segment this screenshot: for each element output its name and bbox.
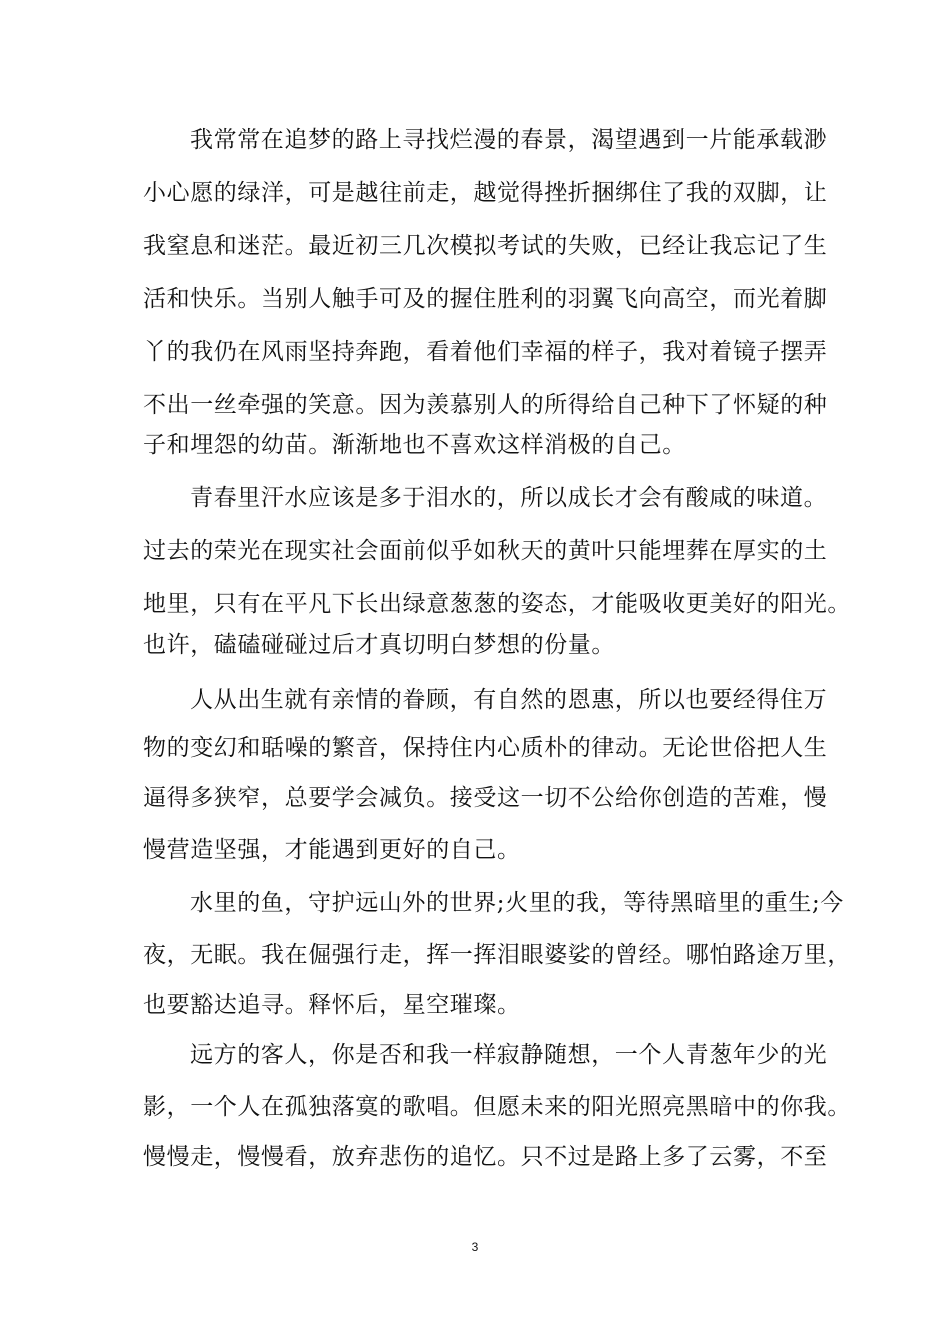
text-line: 过去的荣光在现实社会面前似乎如秋天的黄叶只能埋葬在厚实的土	[143, 538, 828, 564]
text-line: 物的变幻和聒噪的繁音，保持住内心质朴的律动。无论世俗把人生	[143, 735, 828, 761]
text-line: 慢营造坚强，才能遇到更好的自己。	[143, 837, 521, 863]
text-line: 也许，磕磕碰碰过后才真切明白梦想的份量。	[143, 632, 615, 658]
text-line: 影，一个人在孤独落寞的歌唱。但愿未来的阳光照亮黑暗中的你我。	[143, 1094, 851, 1120]
text-line: 远方的客人，你是否和我一样寂静随想，一个人青葱年少的光	[190, 1042, 828, 1068]
text-line: 慢慢走，慢慢看，放弃悲伤的追忆。只不过是路上多了云雾，不至	[143, 1144, 828, 1170]
text-line: 丫的我仍在风雨坚持奔跑，看着他们幸福的样子，我对着镜子摆弄	[143, 339, 828, 365]
text-line: 小心愿的绿洋，可是越往前走，越觉得挫折捆绑住了我的双脚，让	[143, 180, 828, 206]
text-line: 我窒息和迷茫。最近初三几次模拟考试的失败，已经让我忘记了生	[143, 233, 828, 259]
text-line: 人从出生就有亲情的眷顾，有自然的恩惠，所以也要经得住万	[190, 687, 828, 713]
text-line: 我常常在追梦的路上寻找烂漫的春景，渴望遇到一片能承载渺	[190, 127, 828, 153]
text-line: 子和埋怨的幼苗。渐渐地也不喜欢这样消极的自己。	[143, 432, 686, 458]
text-line: 也要豁达追寻。释怀后，星空璀璨。	[143, 992, 521, 1018]
text-line: 夜，无眠。我在倔强行走，挥一挥泪眼婆娑的曾经。哪怕路途万里，	[143, 942, 851, 968]
page-number: 3	[471, 1240, 479, 1254]
text-line: 不出一丝牵强的笑意。因为羡慕别人的所得给自己种下了怀疑的种	[143, 392, 828, 418]
text-line: 逼得多狭窄，总要学会减负。接受这一切不公给你创造的苦难，慢	[143, 785, 828, 811]
text-line: 地里，只有在平凡下长出绿意葱葱的姿态，才能吸收更美好的阳光。	[143, 591, 851, 617]
text-line: 青春里汗水应该是多于泪水的，所以成长才会有酸咸的味道。	[190, 485, 828, 511]
text-line: 活和快乐。当别人触手可及的握住胜利的羽翼飞向高空，而光着脚	[143, 286, 828, 312]
text-line: 水里的鱼，守护远山外的世界;火里的我，等待黑暗里的重生;今	[190, 890, 844, 916]
